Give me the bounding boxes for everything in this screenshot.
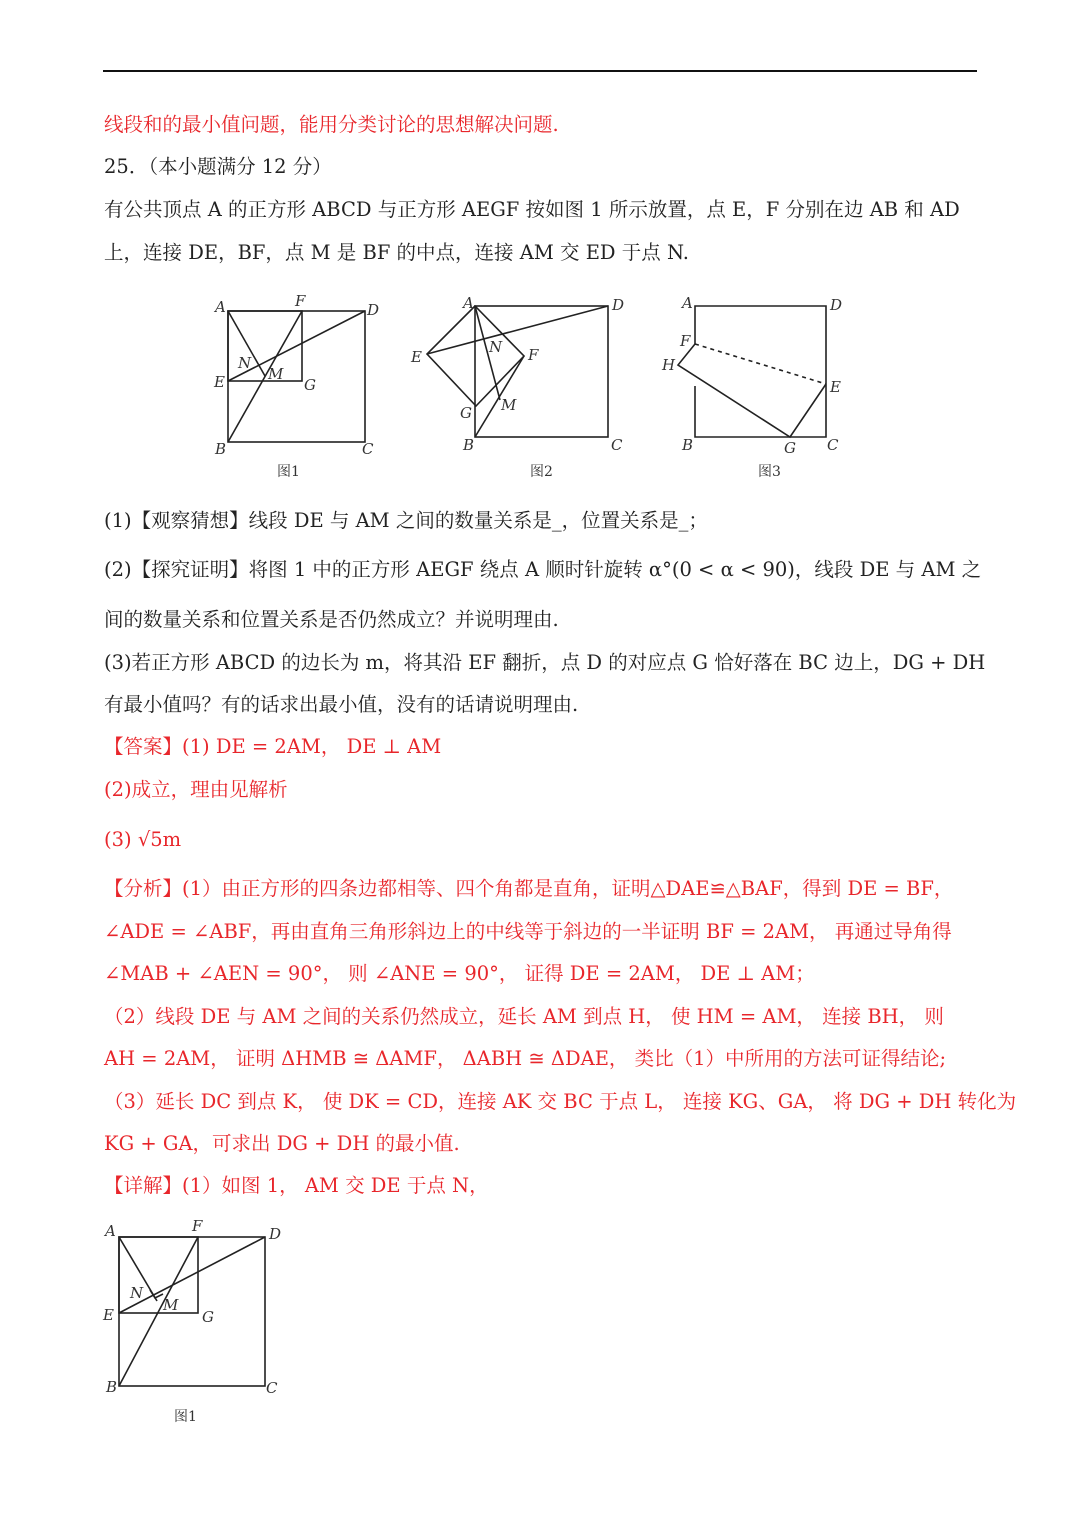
question-1: (1)【观察猜想】线段 DE 与 AM 之间的数量关系是_，位置关系是_； xyxy=(104,509,708,532)
question-2a: (2)【探究证明】将图 1 中的正方形 AEGF 绕点 A 顺时针旋转 α°(0 < α < 90)，线段 DE 与 AM 之 xyxy=(104,558,982,581)
problem-number: 25．（本小题满分 12 分） xyxy=(104,155,332,178)
fig2-caption: 图2 xyxy=(530,464,553,480)
intro-text: 线段和的最小值问题，能用分类讨论的思想解决问题. xyxy=(104,113,559,136)
fig4-label-a: A xyxy=(105,1222,116,1240)
fig2-label-f: F xyxy=(528,346,539,364)
analysis-2: ∠ADE = ∠ABF，再由直角三角形斜边上的中线等于斜边的一半证明 BF = 2AM， 再通过导角得 xyxy=(104,920,952,943)
analysis-1: 【分析】(1）由正方形的四条边都相等、四个角都是直角，证明△DAE≌△BAF，得到 DE = BF， xyxy=(104,877,954,900)
analysis-5: AH = 2AM， 证明 ΔHMB ≅ ΔAMF， ΔABH ≅ ΔDAE， 类比（1）中所用的方法可证得结论; xyxy=(104,1047,947,1070)
fig1-label-d: D xyxy=(367,301,380,319)
fig1-label-g: G xyxy=(304,376,316,394)
problem-text-1: 有公共顶点 A 的正方形 ABCD 与正方形 AEGF 按如图 1 所示放置，点 E，F 分别在边 AB 和 AD xyxy=(104,198,960,221)
fig3-caption: 图3 xyxy=(758,464,781,480)
problem-text-2: 上，连接 DE，BF，点 M 是 BF 的中点，连接 AM 交 ED 于点 N. xyxy=(104,241,689,264)
answer-1: 【答案】(1) DE = 2AM， DE ⊥ AM xyxy=(104,735,442,758)
fig2-label-a: A xyxy=(463,294,474,312)
fig4-label-b: B xyxy=(106,1378,118,1396)
analysis-7: KG + GA，可求出 DG + DH 的最小值. xyxy=(104,1132,460,1155)
fig1-label-n: N xyxy=(238,354,252,372)
fig2-label-d: D xyxy=(612,296,625,314)
figure-3 xyxy=(660,290,860,490)
fig3-label-c: C xyxy=(827,436,839,454)
header-rule xyxy=(103,70,977,72)
fig4-label-c: C xyxy=(266,1379,278,1397)
fig1-label-a: A xyxy=(215,298,226,316)
fig1-label-c: C xyxy=(362,440,374,458)
fig2-label-b: B xyxy=(463,436,475,454)
figure-1-detail xyxy=(98,1212,298,1432)
fig4-caption: 图1 xyxy=(174,1409,197,1425)
figure-1 xyxy=(205,290,385,490)
fig1-label-b: B xyxy=(215,440,227,458)
fig3-label-f: F xyxy=(680,332,691,350)
answer-2: (2)成立，理由见解析 xyxy=(104,778,288,801)
fig3-label-g: G xyxy=(784,439,796,457)
answer-3: (3) √5m xyxy=(104,828,182,851)
fig4-label-n: N xyxy=(130,1284,144,1302)
question-3a: (3)若正方形 ABCD 的边长为 m，将其沿 EF 翻折，点 D 的对应点 G 恰好落在 BC 边上，DG + DH xyxy=(104,651,986,674)
fig1-caption: 图1 xyxy=(277,464,300,480)
fig3-label-a: A xyxy=(682,294,693,312)
question-2b: 间的数量关系和位置关系是否仍然成立？并说明理由. xyxy=(104,608,559,631)
fig4-label-m: M xyxy=(163,1296,179,1314)
fig3-label-e: E xyxy=(830,378,841,396)
fig2-label-e: E xyxy=(411,348,422,366)
figure-2 xyxy=(405,290,635,490)
analysis-6: （3）延长 DC 到点 K， 使 DK = CD，连接 AK 交 BC 于点 L， 连接 KG、GA， 将 DG + DH 转化为 xyxy=(104,1090,1017,1113)
fig1-label-m: M xyxy=(268,365,284,383)
fig2-label-n: N xyxy=(489,338,503,356)
fig1-label-f: F xyxy=(295,292,306,310)
fig1-label-e: E xyxy=(214,373,225,391)
fig2-label-g: G xyxy=(460,404,472,422)
fig4-label-g: G xyxy=(202,1308,214,1326)
fig2-label-m: M xyxy=(501,396,517,414)
question-3b: 有最小值吗？有的话求出最小值，没有的话请说明理由. xyxy=(104,693,579,716)
analysis-3: ∠MAB + ∠AEN = 90°， 则 ∠ANE = 90°， 证得 DE = 2AM， DE ⊥ AM； xyxy=(104,962,815,985)
detail-1: 【详解】(1）如图 1， AM 交 DE 于点 N， xyxy=(104,1174,489,1197)
fig3-label-b: B xyxy=(682,436,694,454)
fig3-label-d: D xyxy=(830,296,843,314)
fig4-label-f: F xyxy=(192,1217,203,1235)
fig2-label-c: C xyxy=(611,436,623,454)
fig3-label-h: H xyxy=(662,356,676,374)
analysis-4: （2）线段 DE 与 AM 之间的关系仍然成立，延长 AM 到点 H， 使 HM = AM， 连接 BH， 则 xyxy=(104,1005,944,1028)
fig4-label-d: D xyxy=(269,1225,282,1243)
fig4-label-e: E xyxy=(103,1306,114,1324)
